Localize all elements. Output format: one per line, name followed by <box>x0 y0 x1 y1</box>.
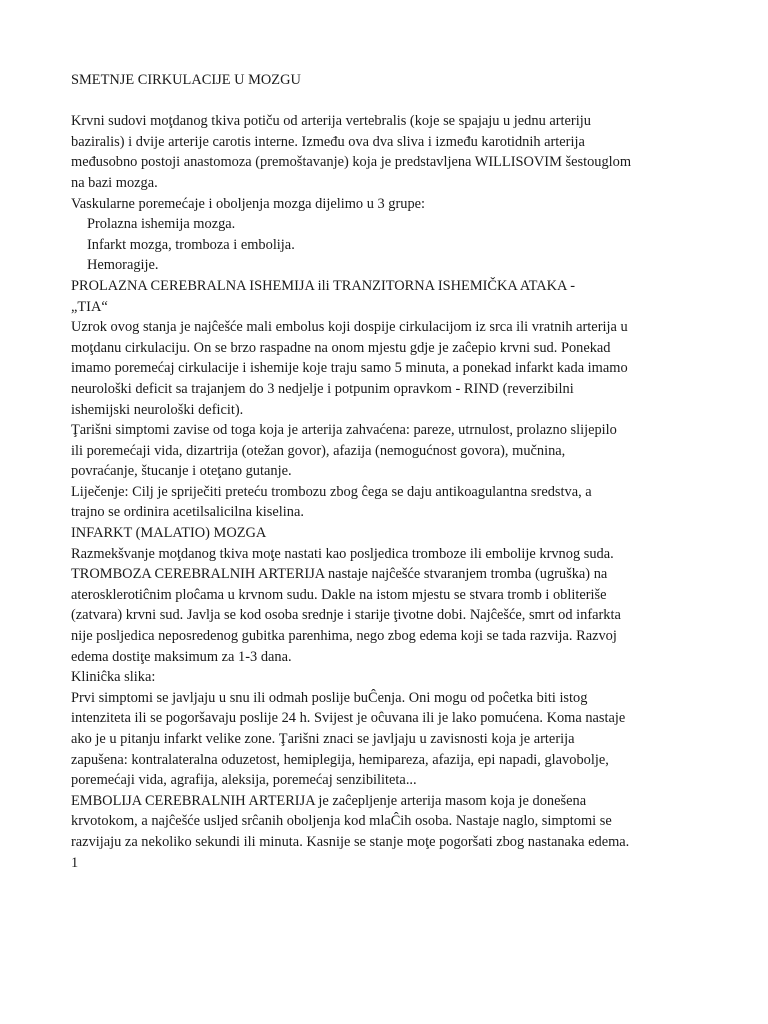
list-item: Hemoragije. <box>87 257 159 274</box>
paragraph-line: Prvi simptomi se javljaju u snu ili odmah poslije buĈenja. Oni mogu od poĉetka biti istog <box>71 689 588 706</box>
paragraph-line: poremećaji vida, agrafija, aleksija, poremećaj senzibiliteta... <box>71 772 417 789</box>
paragraph-line: krvotokom, a najĉešće uslјed srĉanih oboljenja kod mlaĈih osoba. Nastaje naglo, simptomi se <box>71 813 612 830</box>
paragraph-line: trajno se ordinira acetilsalicilna kiselina. <box>71 504 304 521</box>
spacer <box>71 91 671 112</box>
paragraph-line: moţdanu cirkulaciju. On se brzo raspadne na onom mjestu gdje je zaĉepio krvni sud. Ponekad <box>71 339 611 356</box>
list-item: Infarkt mozga, tromboza i embolija. <box>87 236 295 253</box>
paragraph-line: neurološki deficit sa trajanjem do 3 nedjelje i potpunim opravkom - RIND (reverzibilni <box>71 380 574 397</box>
paragraph-line: (zatvara) krvni sud. Javlja se kod osoba srednje i starije ţivotne dobi. Najĉešće, smrt od infarkta <box>71 607 621 624</box>
page-title: SMETNJE CIRKULACIJE U MOZGU <box>71 72 301 88</box>
paragraph-line: Uzrok ovog stanja je najĉešće mali embolus koji dospije cirkulacijom iz srca ili vratnih arterija u <box>71 319 628 336</box>
paragraph-line: nije posljedica neposredenog gubitka parenhima, nego zbog edema koji se tada razvija. Razvoj <box>71 628 617 645</box>
paragraph-line: aterosklerotiĉnim ploĉama u krvnom sudu. Dakle na istom mjestu se stvara tromb i obliteriše <box>71 586 607 603</box>
list-item: Prolazna ishemija mozga. <box>87 216 236 233</box>
section-heading: „TIA“ <box>71 298 108 315</box>
paragraph-line: Ţarišni simptomi zavise od toga koja je arterija zahvaćena: pareze, utrnulost, prolazno slijepilo <box>71 422 617 439</box>
paragraph-line: Krvni sudovi moţdanog tkiva potiču od arterija vertebralis (koje se spajaju u jednu arteriju <box>71 113 591 130</box>
document-page <box>71 70 671 873</box>
paragraph-line: Liječenje: Cilj je spriječiti preteću trombozu zbog ĉega se daju antikoagulantna sredstva, a <box>71 483 592 500</box>
paragraph-line: edema dostiţe maksimum za 1-3 dana. <box>71 648 292 665</box>
paragraph-line: baziralis) i dvije arterije carotis interne. Između ova dva sliva i između karotidnih arterija <box>71 133 585 150</box>
paragraph-line: intenziteta ili se pogoršavaju poslije 24 h. Svijest je oĉuvana ili je lako pomućena. Koma nastaje <box>71 710 626 727</box>
paragraph-line: ili poremećaji vida, dizartrija (otežan govor), afazija (nemogućnost govora), mučnina, <box>71 442 566 459</box>
page-number: 1 <box>71 854 79 871</box>
paragraph-line: Vaskularne poremećaje i oboljenja mozga dijelimo u 3 grupe: <box>71 195 426 212</box>
paragraph-line: Razmekšvanje moţdanog tkiva moţe nastati kao posljedica tromboze ili embolije krvnog suda. <box>71 545 614 562</box>
section-heading: PROLAZNA CEREBRALNA ISHEMIJA ili TRANZITORNA ISHEMIČKA ATAKA - <box>71 277 576 294</box>
paragraph-line: ako je u pitanju infarkt velike zone. Ţarišni znaci se javljaju u zavisnosti koja je arterija <box>71 731 575 747</box>
paragraph-line: razvijaju za nekoliko sekundi ili minuta. Kasnije se stanje moţe pogoršati zbog nastanaka edema. <box>71 833 630 850</box>
section-heading: INFARKT (MALATIO) MOZGA <box>71 525 267 542</box>
paragraph-line: imamo poremećaj cirkulacije i ishemije koje traju samo 5 minuta, a ponekad infarkt kada imamo <box>71 360 628 377</box>
paragraph-line: EMBOLIJA CEREBRALNIH ARTERIJA je zaĉepljenje arterija masom koja je donešena <box>71 792 587 809</box>
section-heading: Kliniĉka slika: <box>71 669 156 686</box>
paragraph-line: TROMBOZA CEREBRALNIH ARTERIJA nastaje najĉešće stvaranjem tromba (ugruška) na <box>71 566 608 583</box>
paragraph-line: na bazi mozga. <box>71 174 158 191</box>
paragraph-line: ishemijski neurološki deficit). <box>71 401 244 418</box>
paragraph-line: međusobno postoji anastomoza (premoštavanje) koja je predstavljena WILLISOVIM šestouglom <box>71 154 632 171</box>
paragraph-line: zapušena: kontralateralna oduzetost, hemiplegija, hemipareza, afazija, epi napadi, glavobolje, <box>71 751 609 768</box>
paragraph-line: povraćanje, štucanje i oteţano gutanje. <box>71 463 292 480</box>
